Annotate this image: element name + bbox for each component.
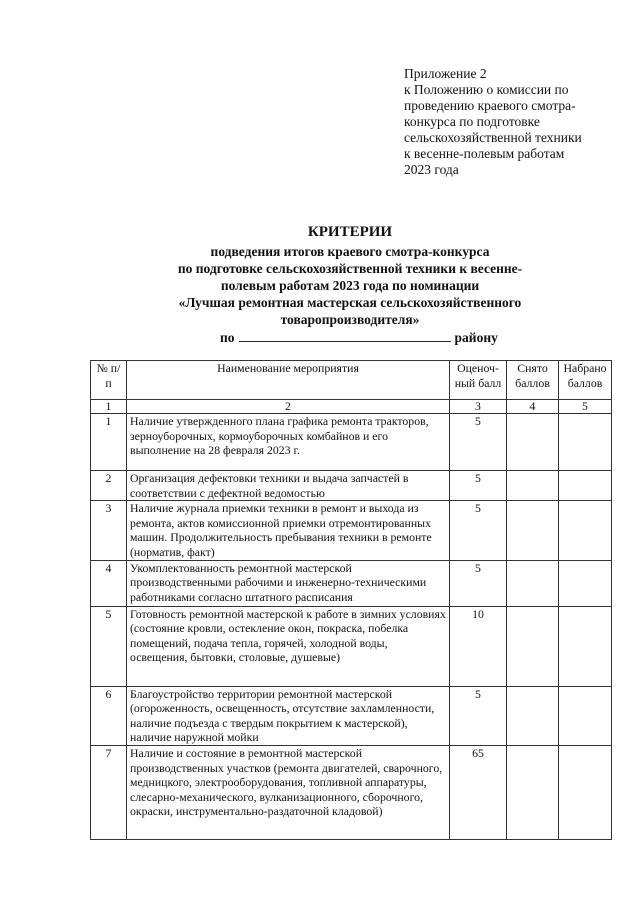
row-name: Укомплектованность ремонтной мастерской производственными рабочими и инженерно-техническими работниками согласно штатного расписания [127, 560, 450, 606]
row-deducted [507, 560, 559, 606]
table-row [91, 501, 612, 560]
row-name: Благоустройство территории ремонтной мастерской (огороженность, освещенность, отсутствие захламленности, наличие подъезда с твердым покрытием к мастерской), наличие наружной мойки [127, 686, 450, 745]
table-index-row [91, 400, 612, 414]
document-title [90, 224, 610, 328]
index-cell: 4 [507, 400, 559, 414]
district-suffix: району [454, 330, 498, 345]
title-line: товаропроизводителя» [280, 312, 420, 327]
title-line: по подготовке сельскохозяйственной техники к весенне- [177, 261, 523, 276]
row-earned [559, 686, 612, 745]
row-number: 6 [91, 686, 127, 745]
appendix-line: 2023 года [404, 162, 459, 177]
row-name: Наличие журнала приемки техники в ремонт и выхода из ремонта, актов комиссионной приемки отремонтированных машин. Продолжительность пребывания техники в ремонте (норматив, факт) [127, 501, 450, 560]
header-deducted: Снято баллов [507, 361, 559, 400]
appendix-line: сельскохозяйственной техники [404, 130, 582, 145]
index-cell: 2 [127, 400, 450, 414]
row-score: 5 [450, 560, 507, 606]
appendix-line: к весенне-полевым работам [404, 146, 565, 161]
table-row [91, 560, 612, 606]
table-header-row [91, 361, 612, 400]
title-line: подведения итогов краевого смотра-конкурса [210, 244, 490, 259]
criteria-table [90, 360, 612, 840]
row-name: Готовность ремонтной мастерской к работе в зимних условиях (состояние кровли, остекление окон, покраска, побелка помещений, подача тепла, горячей, холодной воды, освещения, бытовки, столовые, душевые) [127, 606, 450, 686]
row-score: 5 [450, 414, 507, 471]
row-score: 65 [450, 745, 507, 839]
row-deducted [507, 501, 559, 560]
row-earned [559, 414, 612, 471]
header-name: Наименование мероприятия [127, 361, 450, 400]
row-number: 5 [91, 606, 127, 686]
title-line: «Лучшая ремонтная мастерская сельскохозяйственного [178, 295, 522, 310]
row-number: 7 [91, 745, 127, 839]
district-line [220, 329, 498, 346]
row-earned [559, 745, 612, 839]
row-number: 1 [91, 414, 127, 471]
row-deducted [507, 471, 559, 501]
appendix-note [404, 66, 634, 178]
table-row [91, 745, 612, 839]
district-prefix: по [220, 330, 235, 345]
row-name: Наличие утвержденного плана графика ремонта тракторов, зерноуборочных, кормоуборочных комбайнов и его выполнение на 28 февраля 2023 г. [127, 414, 450, 471]
appendix-line: к Положению о комиссии по [404, 82, 569, 97]
row-earned [559, 560, 612, 606]
row-score: 5 [450, 501, 507, 560]
table-row [91, 686, 612, 745]
row-deducted [507, 686, 559, 745]
row-name: Наличие и состояние в ремонтной мастерской производственных участков (ремонта двигателей, сварочного, медницкого, электрооборудования, топливной аппаратуры, слесарно-механического, вулканизационного, сборочного, окраски, инструментально-раздаточной кладовой) [127, 745, 450, 839]
row-score: 5 [450, 471, 507, 501]
table-row [91, 606, 612, 686]
row-number: 4 [91, 560, 127, 606]
appendix-line: конкурса по подготовке [404, 114, 540, 129]
appendix-line: Приложение 2 [404, 66, 487, 81]
row-number: 3 [91, 501, 127, 560]
index-cell: 3 [450, 400, 507, 414]
header-number: № п/п [91, 361, 127, 400]
row-name: Организация дефектовки техники и выдача запчастей в соответствии с дефектной ведомостью [127, 471, 450, 501]
index-cell: 1 [91, 400, 127, 414]
table-row [91, 414, 612, 471]
table-row [91, 471, 612, 501]
appendix-line: проведению краевого смотра- [404, 98, 576, 113]
header-score: Оценоч-ный балл [450, 361, 507, 400]
row-deducted [507, 606, 559, 686]
row-earned [559, 501, 612, 560]
index-cell: 5 [559, 400, 612, 414]
row-deducted [507, 745, 559, 839]
title-line: полевым работам 2023 года по номинации [220, 278, 480, 293]
district-blank [239, 329, 451, 342]
row-deducted [507, 414, 559, 471]
row-number: 2 [91, 471, 127, 501]
row-score: 5 [450, 686, 507, 745]
row-earned [559, 606, 612, 686]
row-earned [559, 471, 612, 501]
header-earned: Набрано баллов [559, 361, 612, 400]
row-score: 10 [450, 606, 507, 686]
title-main: КРИТЕРИИ [307, 224, 393, 240]
